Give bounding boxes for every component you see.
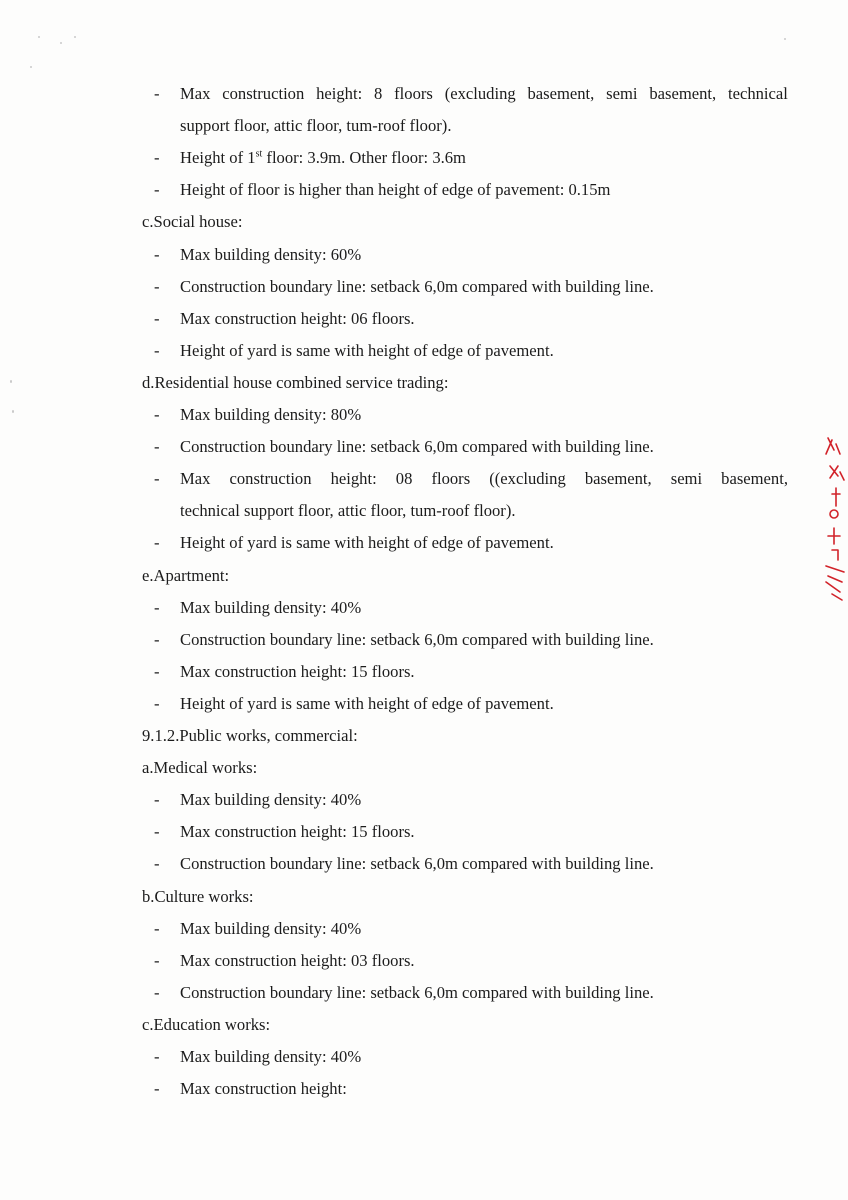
text-part: Height of 1 xyxy=(180,148,256,168)
bullet-dash: - xyxy=(154,148,160,168)
heading-text: e.Apartment: xyxy=(142,565,230,585)
word: (excluding xyxy=(444,84,516,103)
word: 8 xyxy=(374,84,383,103)
bullet-text xyxy=(180,148,466,168)
bullet-text: Height of yard is same with height of edge of pavement. xyxy=(180,693,554,713)
bullet-text: Max construction height: 15 floors. xyxy=(180,661,415,681)
word: Max xyxy=(180,84,211,103)
bullet-text: Height of yard is same with height of edge of pavement. xyxy=(180,533,554,553)
scan-speck xyxy=(38,36,40,38)
bullet-dash: - xyxy=(154,533,160,553)
word: floors xyxy=(431,469,471,489)
word: technical xyxy=(727,84,788,103)
bullet-text: Max building density: 60% xyxy=(180,244,362,264)
bullet-text: Max building density: 40% xyxy=(180,1047,362,1066)
ordinal-superscript: st xyxy=(255,148,263,160)
bullet-dash: - xyxy=(154,308,160,328)
scan-speck xyxy=(10,380,12,383)
bullet-text xyxy=(180,469,788,489)
bullet-dash: - xyxy=(154,1047,160,1066)
word: basement, xyxy=(584,469,652,489)
heading-text: d.Residential house combined service trading: xyxy=(142,372,449,392)
bullet-dash: - xyxy=(154,597,160,617)
bullet-dash: - xyxy=(154,950,160,970)
word: construction xyxy=(222,84,305,103)
word: semi xyxy=(670,469,703,489)
bullet-dash: - xyxy=(154,437,160,457)
scan-speck xyxy=(30,66,32,68)
bullet-dash: - xyxy=(154,854,160,874)
text-part: floor: 3.9m. Other floor: 3.6m xyxy=(262,148,466,168)
bullet-text: Max construction height: 03 floors. xyxy=(180,950,415,970)
heading-text: c.Social house: xyxy=(142,212,243,232)
word: Max xyxy=(180,469,211,489)
bullet-text xyxy=(180,84,788,104)
scan-speck xyxy=(784,38,786,40)
red-stamp-mark xyxy=(818,432,848,604)
word: height: xyxy=(330,469,377,489)
bullet-dash: - xyxy=(154,84,160,103)
scan-speck xyxy=(12,410,14,413)
bullet-text: Max construction height: xyxy=(180,1079,347,1099)
word: semi xyxy=(606,84,638,103)
bullet-dash: - xyxy=(154,244,160,264)
bullet-text: Height of yard is same with height of edge of pavement. xyxy=(180,340,554,360)
bullet-dash: - xyxy=(154,918,160,938)
word: ((excluding xyxy=(489,469,566,489)
word: basement, xyxy=(721,469,788,489)
heading-text: 9.1.2.Public works, commercial: xyxy=(142,726,358,745)
bullet-text: Max building density: 40% xyxy=(180,597,362,617)
bullet-text: Max building density: 40% xyxy=(180,790,362,810)
bullet-text: Construction boundary line: setback 6,0m compared with building line. xyxy=(180,982,654,1002)
bullet-text: Max construction height: 15 floors. xyxy=(180,822,415,842)
bullet-text: Max building density: 80% xyxy=(180,405,362,424)
word: construction xyxy=(229,469,312,489)
heading-text: b.Culture works: xyxy=(142,886,254,906)
bullet-text: Construction boundary line: setback 6,0m compared with building line. xyxy=(180,629,654,649)
bullet-text: Max construction height: 06 floors. xyxy=(180,308,415,328)
bullet-text: support floor, attic floor, tum-roof floor). xyxy=(180,116,452,136)
word: 08 xyxy=(395,469,413,489)
bullet-text: Construction boundary line: setback 6,0m compared with building line. xyxy=(180,854,654,874)
bullet-dash: - xyxy=(154,469,160,489)
bullet-dash: - xyxy=(154,180,160,200)
word: height: xyxy=(316,84,363,103)
bullet-dash: - xyxy=(154,982,160,1002)
bullet-dash: - xyxy=(154,661,160,681)
scan-speck xyxy=(60,42,62,44)
bullet-dash: - xyxy=(154,1079,160,1099)
bullet-text: technical support floor, attic floor, tum-roof floor). xyxy=(180,501,516,521)
heading-text: a.Medical works: xyxy=(142,758,258,778)
word: basement, xyxy=(527,84,595,103)
heading-text: c.Education works: xyxy=(142,1014,271,1034)
bullet-text: Construction boundary line: setback 6,0m compared with building line. xyxy=(180,437,654,457)
bullet-text: Max building density: 40% xyxy=(180,918,362,938)
bullet-text: Height of floor is higher than height of edge of pavement: 0.15m xyxy=(180,180,611,200)
bullet-dash: - xyxy=(154,790,160,810)
word: floors xyxy=(394,84,433,103)
bullet-dash: - xyxy=(154,340,160,360)
bullet-dash: - xyxy=(154,693,160,713)
bullet-dash: - xyxy=(154,276,160,296)
scan-speck xyxy=(74,36,76,38)
bullet-dash: - xyxy=(154,405,160,424)
bullet-dash: - xyxy=(154,822,160,842)
bullet-text: Construction boundary line: setback 6,0m compared with building line. xyxy=(180,276,654,296)
word: basement, xyxy=(649,84,717,103)
bullet-dash: - xyxy=(154,629,160,649)
